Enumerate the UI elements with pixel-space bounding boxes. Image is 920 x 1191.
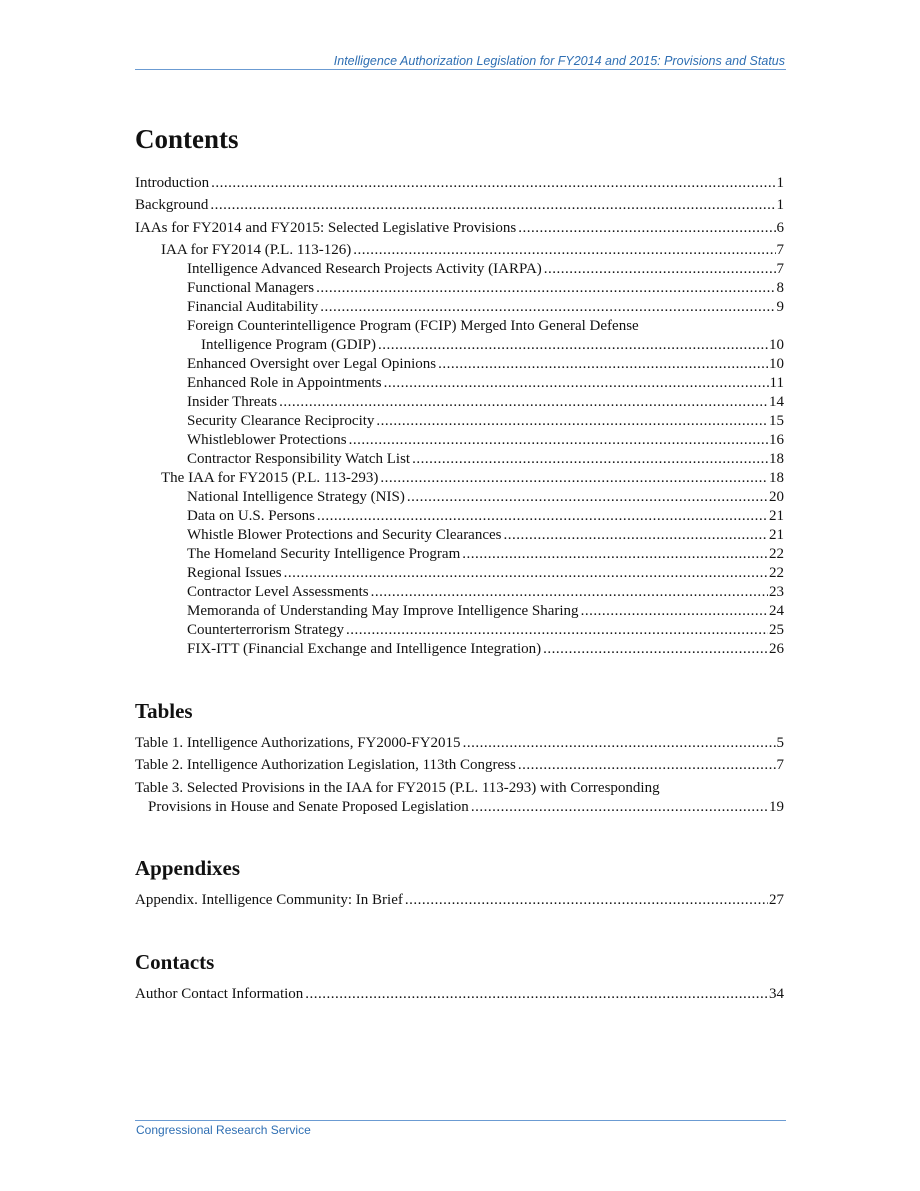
toc-entry-introduction[interactable] — [135, 174, 784, 193]
leader-dots — [405, 891, 768, 910]
leader-dots — [346, 621, 768, 640]
toc-entry-text: Whistle Blower Protections and Security Clearances — [187, 527, 502, 543]
toc-page-number: 14 — [769, 394, 784, 410]
leader-dots — [504, 526, 769, 545]
toc-entry-text: Memoranda of Understanding May Improve Intelligence Sharing — [187, 603, 579, 619]
footer-rule — [135, 1120, 786, 1121]
toc-entry-text: Contractor Level Assessments — [187, 584, 369, 600]
toc-entry-counterterrorism[interactable] — [187, 621, 784, 640]
toc-entry-text: National Intelligence Strategy (NIS) — [187, 489, 405, 505]
toc-entry-text: Author Contact Information — [135, 986, 304, 1002]
toc-page-number: 10 — [769, 356, 784, 372]
toc-entry-insider-threats[interactable] — [187, 393, 784, 412]
footer-org: Congressional Research Service — [136, 1123, 311, 1137]
toc-entry-text: The IAA for FY2015 (P.L. 113-293) — [161, 470, 379, 486]
toc-entry-appendix[interactable] — [135, 891, 784, 910]
toc-entry-clearance-reciprocity[interactable] — [187, 412, 784, 431]
toc-entry-iarpa[interactable] — [187, 260, 784, 279]
toc-page-number: 21 — [769, 508, 784, 524]
leader-dots — [284, 564, 768, 583]
toc-entry-author-contact[interactable] — [135, 985, 784, 1004]
toc-entry-background[interactable] — [135, 196, 784, 215]
leader-dots — [211, 174, 775, 193]
toc-page-number: 18 — [769, 451, 784, 467]
toc-page-number: 11 — [769, 375, 784, 391]
toc-page-number: 1 — [776, 197, 784, 213]
toc-page-number: 24 — [769, 603, 784, 619]
toc-entry-whistleblower[interactable] — [187, 431, 784, 450]
toc-entry-iaas[interactable] — [135, 219, 784, 238]
toc-page-number: 15 — [769, 413, 784, 429]
toc-entry-text: Enhanced Role in Appointments — [187, 375, 382, 391]
toc-entry-us-persons[interactable] — [187, 507, 784, 526]
leader-dots — [518, 219, 775, 238]
leader-dots — [518, 756, 776, 775]
toc-entry-financial-auditability[interactable] — [187, 298, 784, 317]
toc-entry-whistle-blower-clearances[interactable] — [187, 526, 784, 545]
toc-entry-text: Whistleblower Protections — [187, 432, 347, 448]
toc-page-number: 19 — [769, 799, 784, 815]
toc-entry-iaa-fy2014[interactable] — [161, 241, 784, 260]
leader-dots — [349, 431, 768, 450]
toc-page-number: 10 — [769, 337, 784, 353]
toc-entry-text: IAAs for FY2014 and FY2015: Selected Legislative Provisions — [135, 220, 517, 236]
tables-heading: Tables — [135, 699, 193, 723]
leader-dots — [438, 355, 768, 374]
leader-dots — [384, 374, 769, 393]
leader-dots — [378, 336, 768, 355]
leader-dots — [463, 734, 776, 753]
toc-entry-functional-managers[interactable] — [187, 279, 784, 298]
toc-page-number: 22 — [769, 565, 784, 581]
toc-page-number: 23 — [769, 584, 784, 600]
toc-page-number: 21 — [769, 527, 784, 543]
toc-entry-text: Financial Auditability — [187, 299, 319, 315]
appendixes-heading: Appendixes — [135, 856, 241, 880]
toc-page-number: 22 — [769, 546, 784, 562]
toc-entry-text: Background — [135, 197, 209, 213]
toc-page-number: 6 — [776, 220, 784, 236]
leader-dots — [320, 298, 775, 317]
leader-dots — [462, 545, 768, 564]
toc-page-number: 18 — [769, 470, 784, 486]
toc-entry-text: Regional Issues — [187, 565, 282, 581]
leader-dots — [317, 507, 768, 526]
toc-page-number: 7 — [776, 757, 784, 773]
toc-entry-text: Appendix. Intelligence Community: In Brief — [135, 892, 403, 908]
toc-page-number: 16 — [769, 432, 784, 448]
toc-entry-text: FIX-ITT (Financial Exchange and Intelligence Integration) — [187, 641, 542, 657]
toc-page-number: 34 — [769, 986, 784, 1002]
leader-dots — [544, 260, 776, 279]
toc-page-number: 26 — [769, 641, 784, 657]
contacts-heading: Contacts — [135, 950, 215, 974]
toc-entry-text: Provisions in House and Senate Proposed Legislation — [148, 799, 469, 815]
toc-entry-text: The Homeland Security Intelligence Program — [187, 546, 461, 562]
running-header: Intelligence Authorization Legislation for FY2014 and 2015: Provisions and Status — [333, 54, 785, 68]
toc-entry-table-3[interactable] — [148, 798, 784, 817]
toc-entry-appointments[interactable] — [187, 374, 784, 393]
leader-dots — [581, 602, 768, 621]
leader-dots — [210, 196, 775, 215]
toc-entry-contractor-level[interactable] — [187, 583, 784, 602]
toc-entry-text: Insider Threats — [187, 394, 278, 410]
leader-dots — [316, 279, 775, 298]
leader-dots — [376, 412, 768, 431]
toc-entry-text: Enhanced Oversight over Legal Opinions — [187, 356, 437, 372]
leader-dots — [380, 469, 768, 488]
toc-entry-table-1[interactable] — [135, 734, 784, 753]
leader-dots — [471, 798, 768, 817]
toc-page-number: 20 — [769, 489, 784, 505]
toc-entry-contractor-watch-list[interactable] — [187, 450, 784, 469]
toc-entry-text: Table 1. Intelligence Authorizations, FY2000-FY2015 — [135, 735, 461, 751]
toc-entry-text: Introduction — [135, 175, 210, 191]
toc-entry-text: Counterterrorism Strategy — [187, 622, 345, 638]
toc-entry-text: Security Clearance Reciprocity — [187, 413, 375, 429]
toc-entry-fcip-line1[interactable]: Foreign Counterintelligence Program (FCIP) Merged Into General Defense — [187, 318, 639, 334]
toc-page-number: 27 — [769, 892, 784, 908]
toc-entry-text: Functional Managers — [187, 280, 315, 296]
toc-entry-nis[interactable] — [187, 488, 784, 507]
toc-entry-text: Data on U.S. Persons — [187, 508, 315, 524]
toc-page-number: 25 — [769, 622, 784, 638]
leader-dots — [353, 241, 775, 260]
toc-entry-text: Intelligence Advanced Research Projects Activity (IARPA) — [187, 261, 542, 277]
toc-entry-table-2[interactable] — [135, 756, 784, 775]
toc-page-number: 9 — [776, 299, 784, 315]
leader-dots — [412, 450, 768, 469]
toc-entry-regional-issues[interactable] — [187, 564, 784, 583]
toc-entry-memoranda[interactable] — [187, 602, 784, 621]
toc-page-number: 7 — [776, 261, 784, 277]
leader-dots — [279, 393, 768, 412]
contents-heading: Contents — [135, 124, 239, 154]
leader-dots — [543, 640, 768, 659]
toc-page-number: 8 — [776, 280, 784, 296]
toc-page-number: 5 — [776, 735, 784, 751]
header-rule — [135, 69, 786, 70]
toc-entry-legal-opinions[interactable] — [187, 355, 784, 374]
toc-entry-fix-itt[interactable] — [187, 640, 784, 659]
leader-dots — [305, 985, 768, 1004]
toc-entry-fcip[interactable] — [201, 336, 784, 355]
toc-entry-text: Table 2. Intelligence Authorization Legislation, 113th Congress — [135, 757, 516, 773]
toc-entry-iaa-fy2015[interactable] — [161, 469, 784, 488]
toc-entry-homeland-security[interactable] — [187, 545, 784, 564]
leader-dots — [371, 583, 768, 602]
toc-page-number: 1 — [776, 175, 784, 191]
toc-entry-text: IAA for FY2014 (P.L. 113-126) — [161, 242, 352, 258]
toc-entry-text: Contractor Responsibility Watch List — [187, 451, 411, 467]
toc-entry-table-3-line1[interactable]: Table 3. Selected Provisions in the IAA for FY2015 (P.L. 113-293) with Corresponding — [135, 780, 660, 796]
leader-dots — [407, 488, 768, 507]
toc-page-number: 7 — [776, 242, 784, 258]
toc-entry-text: Intelligence Program (GDIP) — [201, 337, 376, 353]
